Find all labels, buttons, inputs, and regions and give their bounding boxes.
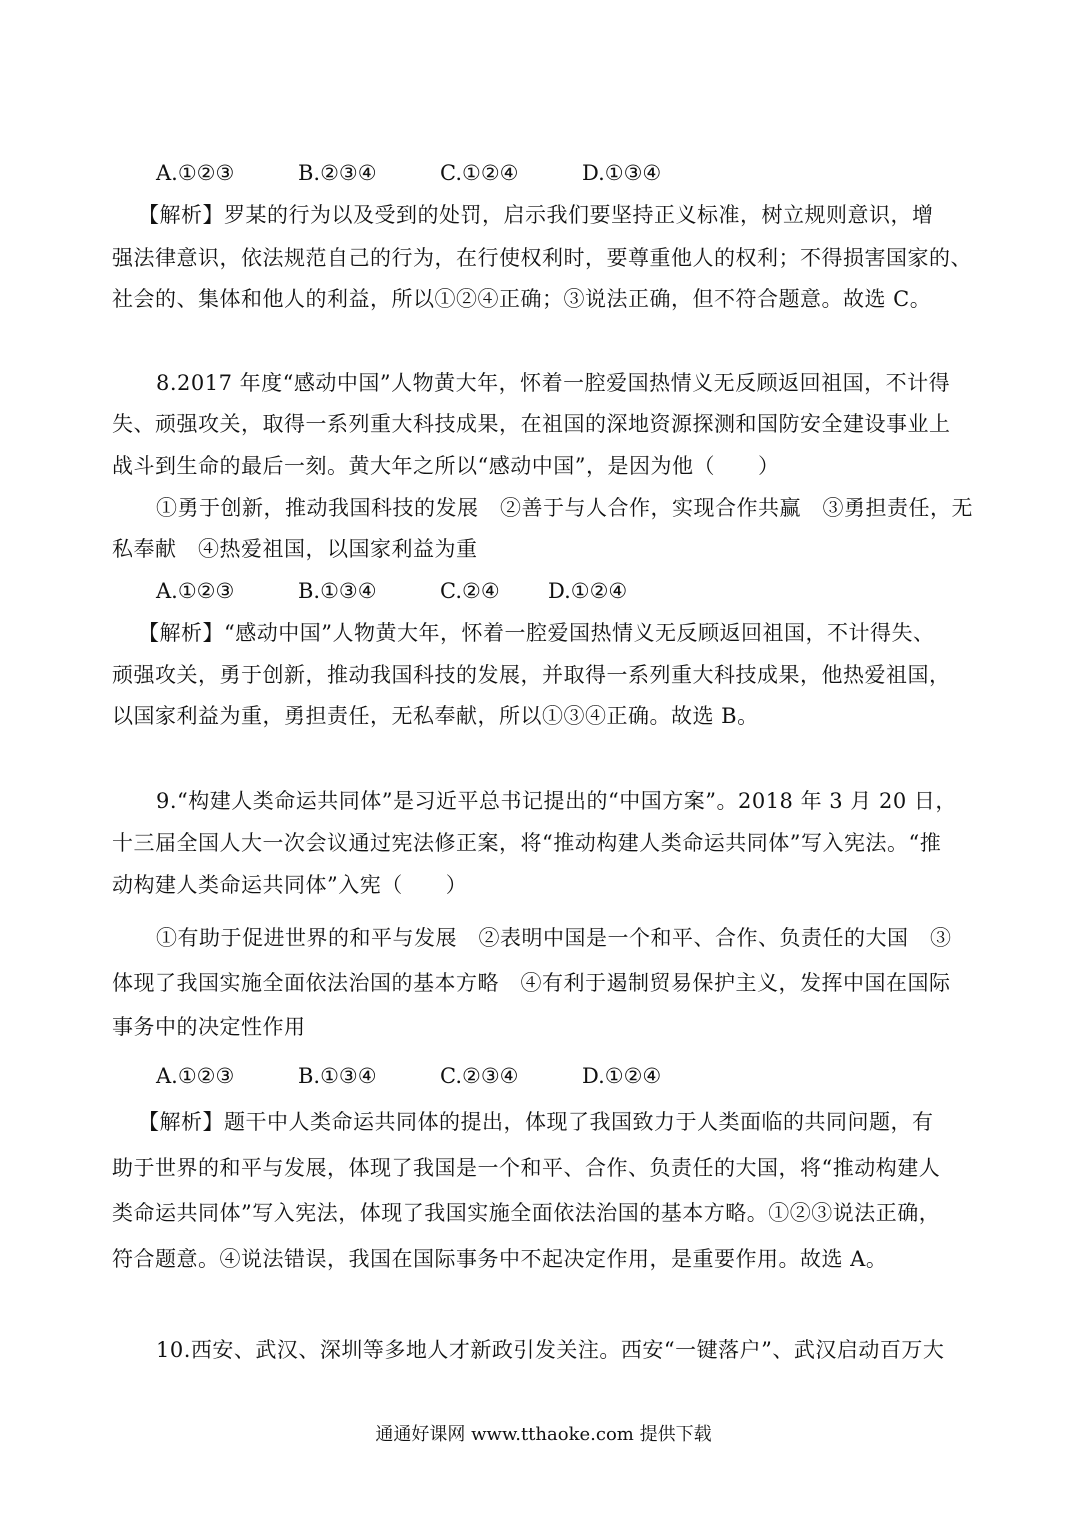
q7-option-b: B.②③④ [298,161,377,185]
q9-option-c: C.②③④ [440,1064,519,1088]
q7-option-c: C.①②④ [440,161,519,185]
q8-statement-line: ①勇于创新，推动我国科技的发展 ②善于与人合作，实现合作共赢 ③勇担责任，无 [156,496,973,520]
q8-option-a: A.①②③ [156,579,235,603]
q7-analysis-line: 社会的、集体和他人的利益，所以①②④正确；③说法正确，但不符合题意。故选 C。 [112,287,932,311]
q9-statement-line: 体现了我国实施全面依法治国的基本方略 ④有利于遏制贸易保护主义，发挥中国在国际 [112,971,951,995]
q8-analysis-line: 【解析】“感动中国”人物黄大年，怀着一腔爱国热情义无反顾返回祖国，不计得失、 [138,621,935,645]
q9-stem-line: 9.“构建人类命运共同体”是习近平总书记提出的“中国方案”。2018 年 3 月 20 日， [156,789,957,813]
q9-statement-line: 事务中的决定性作用 [112,1015,306,1039]
q8-stem-line: 8.2017 年度“感动中国”人物黄大年，怀着一腔爱国热情义无反顾返回祖国，不计得 [156,371,951,395]
q7-option-d: D.①③④ [582,161,662,185]
q10-stem-line: 10.西安、武汉、深圳等多地人才新政引发关注。西安“一键落户”、武汉启动百万大 [156,1338,945,1362]
q8-stem-line: 战斗到生命的最后一刻。黄大年之所以“感动中国”，是因为他（ ） [112,454,780,478]
page-footer: 通通好课网 www.tthaoke.com 提供下载 [375,1424,712,1445]
q9-option-d: D.①②④ [582,1064,662,1088]
q9-statement-line: ①有助于促进世界的和平与发展 ②表明中国是一个和平、合作、负责任的大国 ③ [156,926,952,950]
q9-option-a: A.①②③ [156,1064,235,1088]
q9-analysis-line: 类命运共同体”写入宪法，体现了我国实施全面依法治国的基本方略。①②③说法正确， [112,1201,941,1225]
q8-stem-line: 失、顽强攻关，取得一系列重大科技成果，在祖国的深地资源探测和国防安全建设事业上 [112,412,951,436]
q9-stem-line: 动构建人类命运共同体”入宪（ ） [112,873,468,897]
q7-analysis-line: 【解析】罗某的行为以及受到的处罚，启示我们要坚持正义标准，树立规则意识，增 [138,203,934,227]
q8-statement-line: 私奉献 ④热爱祖国，以国家利益为重 [112,537,478,561]
q8-analysis-line: 顽强攻关，勇于创新，推动我国科技的发展，并取得一系列重大科技成果，他热爱祖国， [112,663,951,687]
q9-analysis-line: 【解析】题干中人类命运共同体的提出，体现了我国致力于人类面临的共同问题，有 [138,1110,934,1134]
q9-analysis-line: 助于世界的和平与发展，体现了我国是一个和平、合作、负责任的大国，将“推动构建人 [112,1156,941,1180]
q7-option-a: A.①②③ [156,161,235,185]
q9-option-b: B.①③④ [298,1064,377,1088]
q8-option-b: B.①③④ [298,579,377,603]
q8-analysis-line: 以国家利益为重，勇担责任，无私奉献，所以①③④正确。故选 B。 [112,704,759,728]
q8-option-d: D.①②④ [548,579,628,603]
q9-stem-line: 十三届全国人大一次会议通过宪法修正案，将“推动构建人类命运共同体”写入宪法。“推 [112,831,942,855]
q7-analysis-line: 强法律意识，依法规范自己的行为，在行使权利时，要尊重他人的权利；不得损害国家的、 [112,246,972,270]
q8-option-c: C.②④ [440,579,500,603]
q9-analysis-line: 符合题意。④说法错误，我国在国际事务中不起决定作用，是重要作用。故选 A。 [112,1247,888,1271]
